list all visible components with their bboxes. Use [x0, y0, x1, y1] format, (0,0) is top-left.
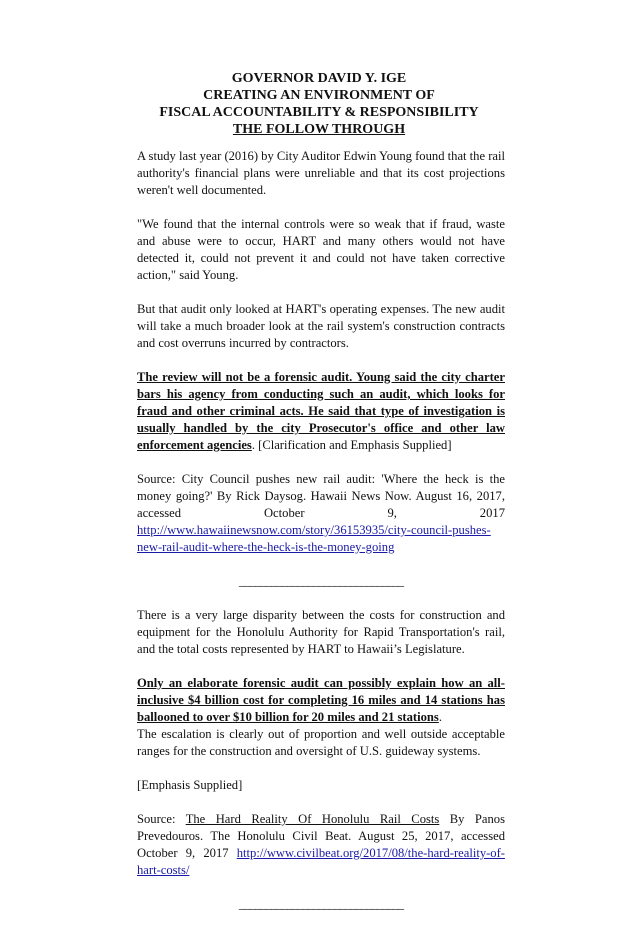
paragraph-escalation: The escalation is clearly out of proportion and well outside acceptable ranges for the construction and oversight of U.S. guideway systems.	[137, 727, 505, 758]
source1-link[interactable]: http://www.hawaiinewsnow.com/story/36153935/city-council-pushes-new-rail-audit-where-the-heck-is-the-money-going	[137, 523, 491, 554]
period: .	[438, 710, 442, 724]
source2-mid: By Panos Prevedouros. The Honolulu Civil Beat. August 25, 2017, accessed October 9, 2017	[137, 812, 505, 860]
heading-line-environment: CREATING AN ENVIRONMENT OF	[203, 88, 435, 103]
divider-2: _______________________________	[238, 897, 404, 911]
paragraph-new-audit: But that audit only looked at HART's operating expenses. The new audit will take a much broader look at the rail system's construction contracts and cost overruns incurred by contractors.	[137, 302, 505, 350]
paragraph-cost-disparity: There is a very large disparity between the costs for construction and equipment for the Honolulu Authority for Rapid Transportation's rail, and the total costs represented by HART to Hawaii’s Legislature.	[137, 608, 505, 656]
heading-line-fiscal: FISCAL ACCOUNTABILITY & RESPONSIBILITY	[159, 105, 479, 120]
source2-prefix: Source:	[137, 812, 186, 826]
source1-text: Source: City Council pushes new rail audit: 'Where the heck is the money going?' By Rick Daysog. Hawaii News Now. August 16, 2017, accessed October 9, 2017	[137, 472, 505, 520]
document-body	[137, 148, 505, 930]
source-civil-beat	[137, 811, 505, 879]
paragraph-audit-study: A study last year (2016) by City Auditor Edwin Young found that the rail authority's financial plans were unreliable and that its cost projections weren't well documented.	[137, 149, 505, 197]
source2-title: The Hard Reality Of Honolulu Rail Costs	[185, 812, 440, 826]
heading-line-follow-through: THE FOLLOW THROUGH	[232, 122, 406, 137]
clarification-note: . [Clarification and Emphasis Supplied]	[251, 438, 452, 452]
paragraph-forensic-review	[137, 369, 505, 454]
divider-1: _______________________________	[238, 574, 404, 588]
emphasis-billion-cost: Only an elaborate forensic audit can possibly explain how an all-inclusive $4 billion cost for completing 16 miles and 14 stations has ballooned to over $10 billion for 20 miles and 21 stations	[137, 676, 505, 724]
document-heading	[0, 70, 638, 138]
source2-link[interactable]: http://www.civilbeat.org/2017/08/the-hard-reality-of-hart-costs/	[137, 846, 505, 877]
heading-line-governor: GOVERNOR DAVID Y. IGE	[231, 71, 407, 86]
paragraph-forensic-explain	[137, 675, 505, 726]
emphasis-supplied-note: [Emphasis Supplied]	[137, 778, 243, 792]
paragraph-young-quote: "We found that the internal controls were so weak that if fraud, waste and abuse were to occur, HART and many others would not have detected it, could not prevent it and could not have taken corrective action," said Young.	[137, 217, 505, 282]
emphasis-forensic-review: The review will not be a forensic audit. Young said the city charter bars his agency from conducting such an audit, which looks for fraud and other criminal acts. He said that type of investigation is usually handled by the city Prosecutor's office and other law enforcement agencies	[137, 370, 505, 452]
source-hawaii-news-now	[137, 471, 505, 556]
